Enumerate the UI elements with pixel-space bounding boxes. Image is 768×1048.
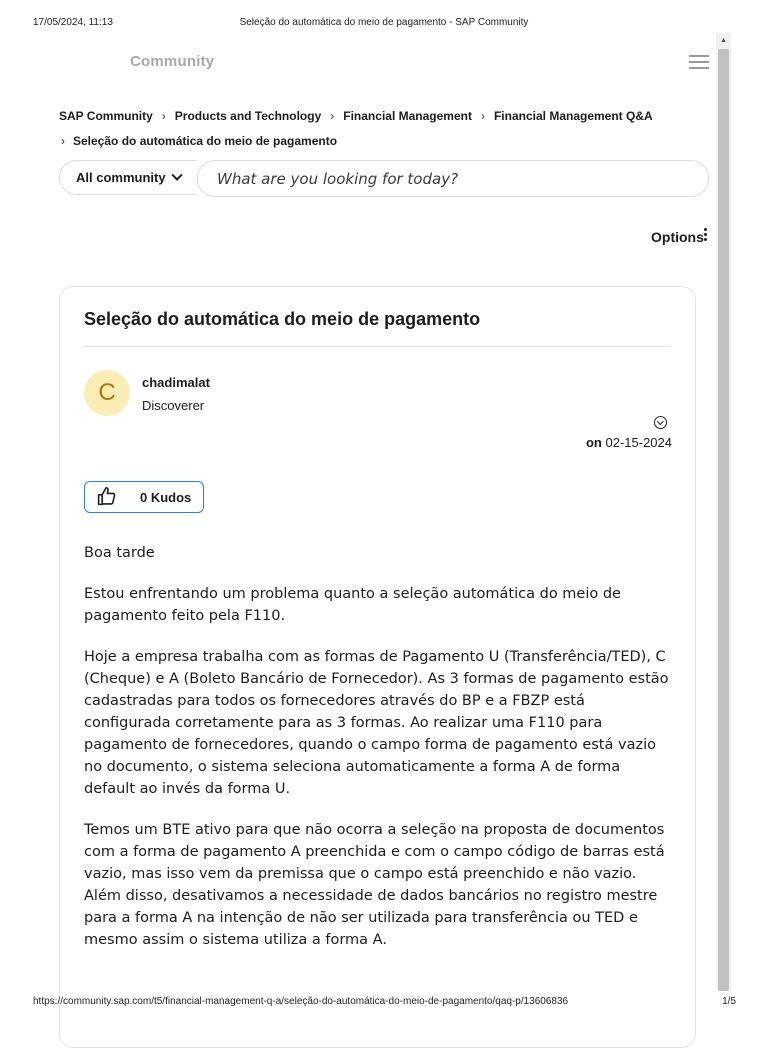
print-datetime: 17/05/2024, 11:13 (33, 17, 113, 28)
post-title: Seleção do automática do meio de pagamento (84, 309, 481, 329)
author-name-link[interactable]: chadimalat (142, 375, 210, 390)
search-input[interactable] (197, 160, 709, 197)
post-paragraph: Estou enfrentando um problema quanto a seleção automática do meio de pagamento feito pela F110. (84, 586, 621, 624)
options-menu-button[interactable]: Options (651, 229, 704, 245)
search-bar (59, 160, 709, 197)
scroll-up-arrow-icon[interactable]: ▲ (720, 37, 727, 44)
post-card (59, 286, 696, 1048)
print-url: https://community.sap.com/t5/financial-management-q-a/seleção-do-automática-do-meio-de-pagamento/qaq-p/13606836 (33, 996, 569, 1007)
page-scrollbar[interactable] (716, 33, 731, 991)
breadcrumb (59, 104, 699, 154)
print-page-number: 1/5 (722, 996, 736, 1007)
breadcrumb-products-and-technology[interactable]: Products and Technology (174, 109, 322, 123)
search-scope-dropdown[interactable] (59, 160, 197, 195)
post-paragraph: Temos um BTE ativo para que não ocorra a seleção na proposta de documentos com a forma de pagamento A preenchida e com o campo código de barras está vazio, mas isso vem da premissa que o campo está preenchido e não vazio. Além disso, desativamos a necessidade de dados bancários no registro mestre para a forma A na intenção de não ser utilizada para transferência ou TED e mesmo assim o sistema utiliza a forma A. (84, 822, 665, 948)
breadcrumb-current-page: Seleção do automática do meio de pagamento (73, 134, 338, 148)
post-body (84, 542, 674, 970)
breadcrumb-sap-community[interactable]: SAP Community (59, 109, 153, 123)
avatar[interactable]: C (84, 370, 130, 416)
post-date-value: 02-15-2024 (605, 435, 672, 450)
breadcrumb-financial-management[interactable]: Financial Management (343, 109, 472, 123)
chevron-right-icon: › (480, 109, 485, 123)
title-divider (84, 346, 671, 347)
kebab-menu-icon[interactable] (704, 228, 708, 243)
search-scope-label: All community (76, 170, 166, 185)
chevron-right-icon: › (61, 134, 65, 148)
post-date (586, 435, 672, 450)
kudos-count: 0 Kudos (140, 490, 192, 505)
thumbs-up-icon (96, 486, 117, 507)
scrollbar-thumb[interactable] (718, 49, 729, 991)
hamburger-icon[interactable] (689, 55, 709, 71)
kudos-button[interactable] (84, 481, 204, 513)
chevron-down-circle-icon[interactable] (654, 416, 667, 429)
author-rank: Discoverer (142, 398, 205, 413)
print-page-title: Seleção do automática do meio de pagamento - SAP Community (239, 17, 529, 28)
post-date-prefix: on (585, 435, 602, 450)
chevron-down-icon (171, 169, 182, 180)
post-paragraph: Boa tarde (84, 545, 155, 561)
chevron-right-icon: › (161, 109, 166, 123)
breadcrumb-financial-management-qa[interactable]: Financial Management Q&A (493, 109, 653, 123)
community-logo[interactable]: Community (130, 53, 215, 70)
chevron-right-icon: › (330, 109, 335, 123)
post-paragraph: Hoje a empresa trabalha com as formas de Pagamento U (Transferência/TED), C (Cheque) e A (Boleto Bancário de Fornecedor). As 3 formas de pagamento estão cadastradas para todos os fornecedores através do BP e a FBZP está configurada corretamente para as 3 formas. Ao realizar uma F110 para pagamento de fornecedores, quando o campo forma de pagamento está vazio no documento, o sistema seleciona automaticamente a forma A de forma default ao invés da forma U. (84, 649, 669, 797)
